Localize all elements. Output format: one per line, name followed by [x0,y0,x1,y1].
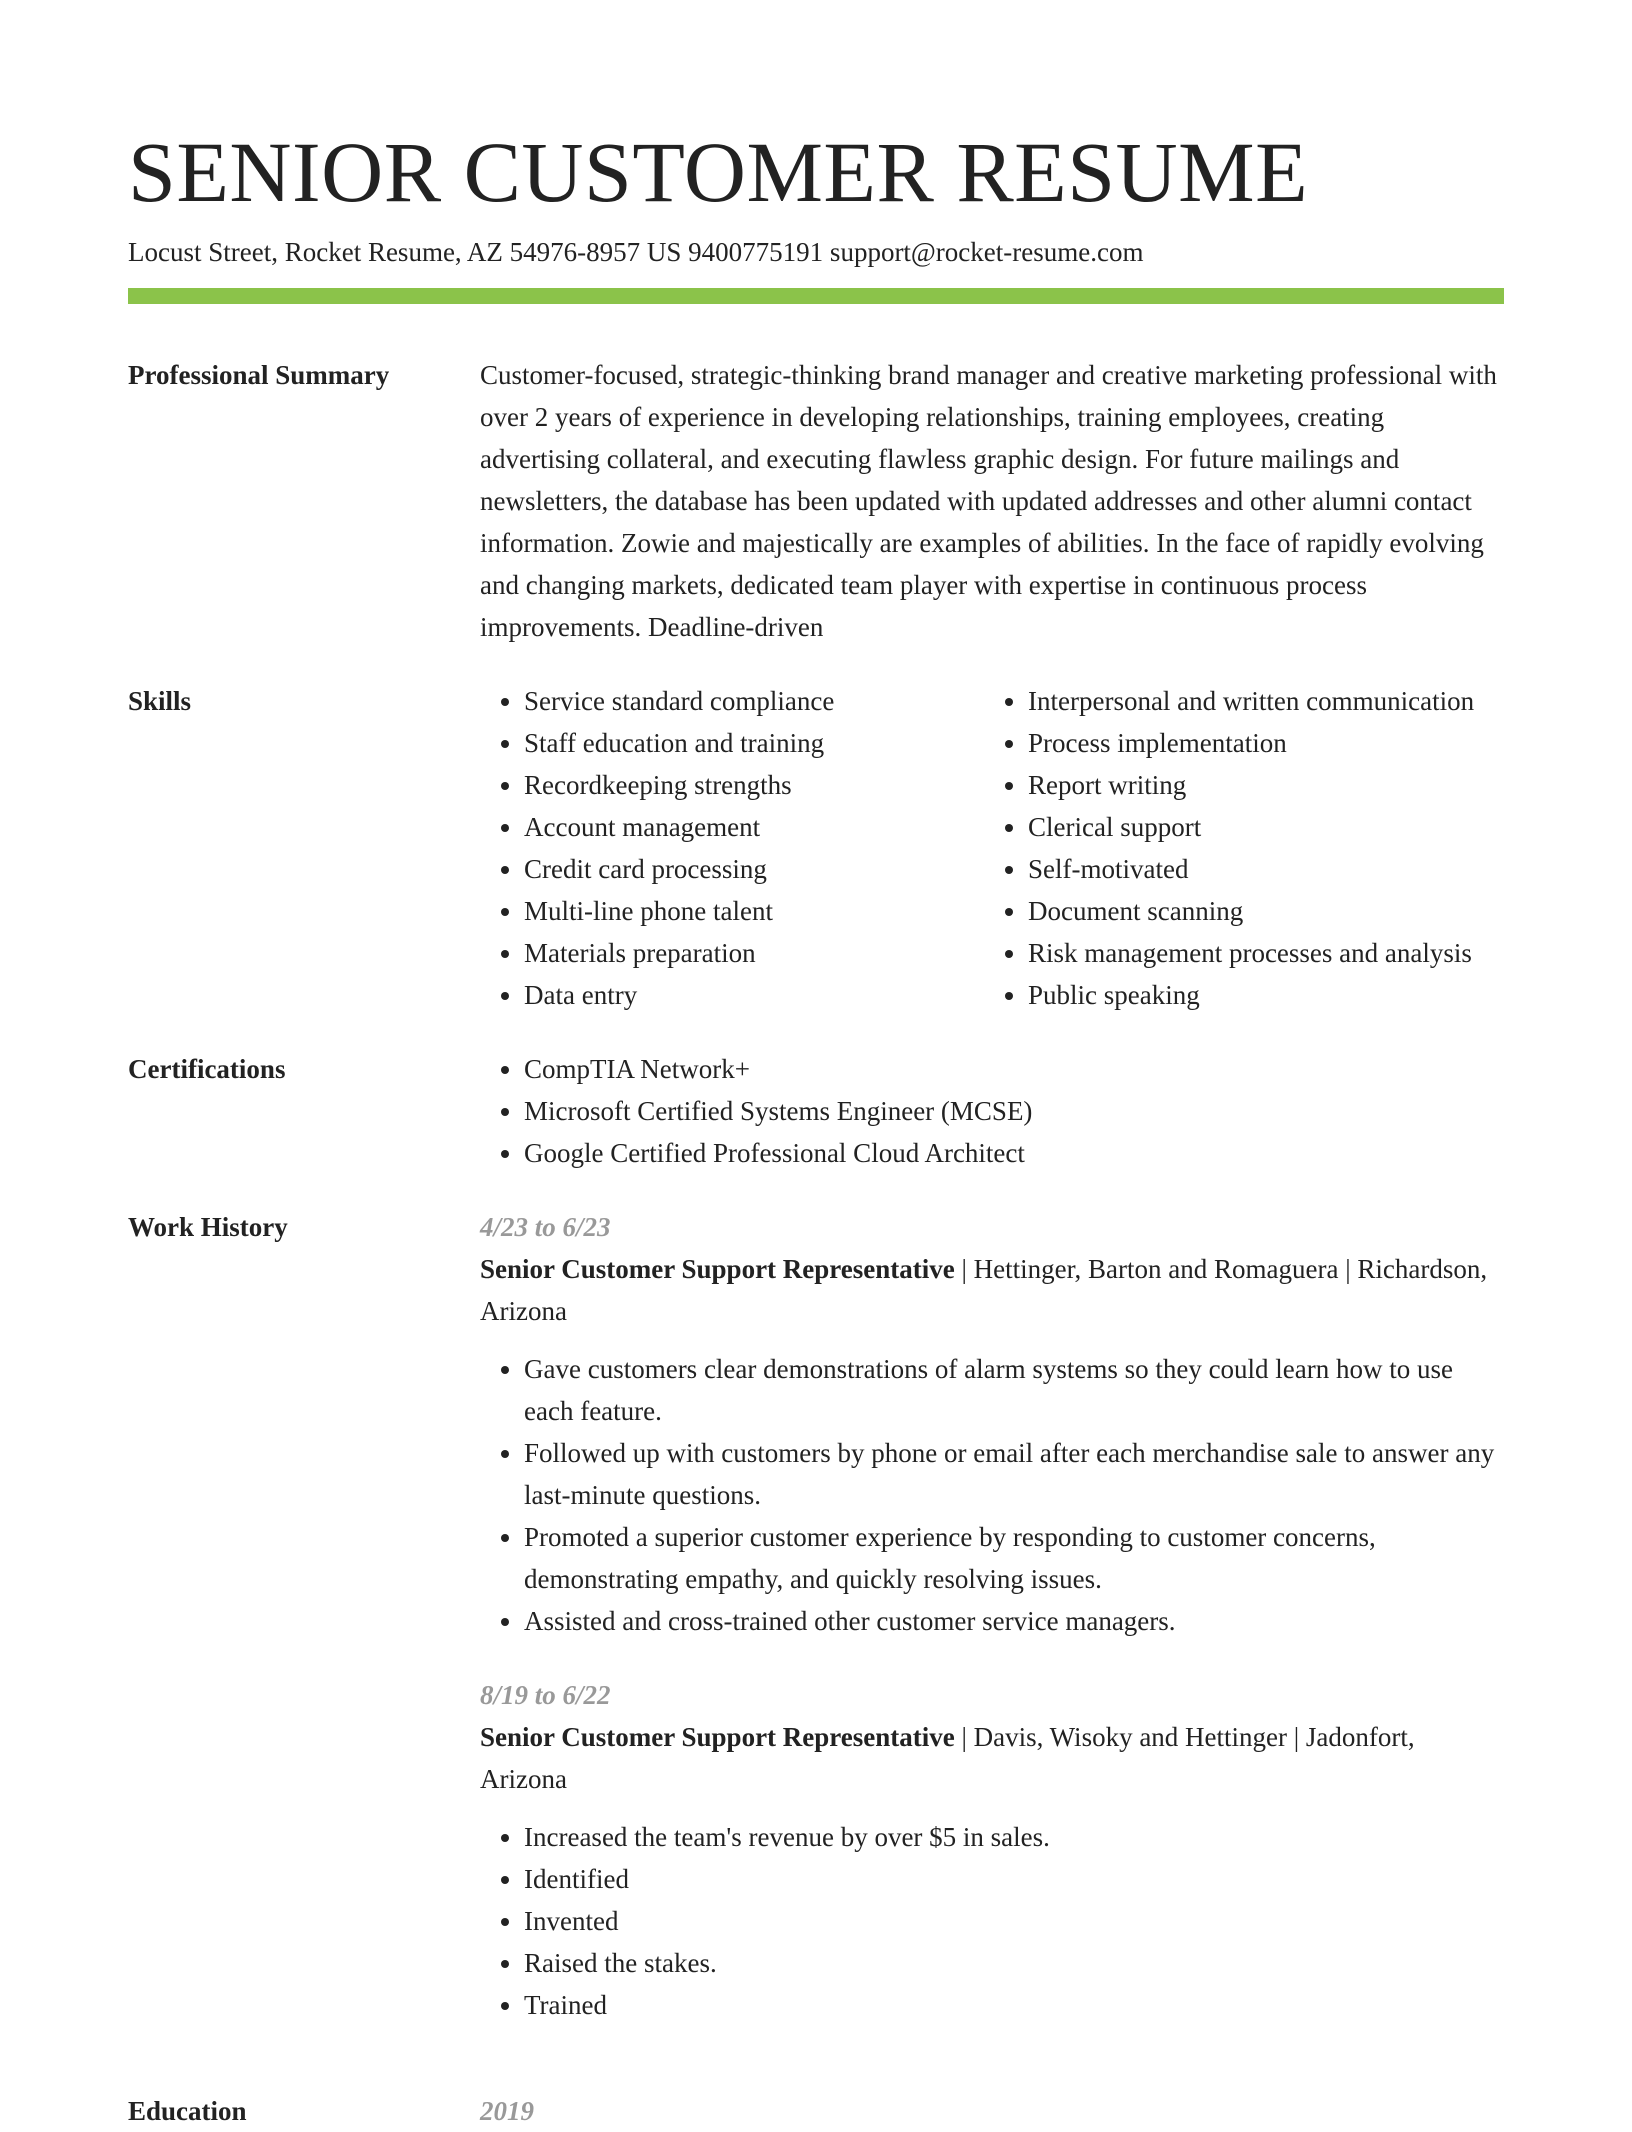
education-dates: 2019 [480,2096,534,2126]
skill-item: • Self-motivated [1028,848,1504,890]
skills-list-right [984,680,1504,1016]
skill-item: • Clerical support [1028,806,1504,848]
skill-item: • Account management [524,806,984,848]
skill-item: • Report writing [1028,764,1504,806]
certification-item: • CompTIA Network+ [524,1048,1504,1090]
skills-label: Skills [128,686,192,716]
contact-line: Locust Street, Rocket Resume, AZ 54976-8957 US 9400775191 support@rocket-resume.com [128,237,1144,267]
skills-section [128,680,1504,1016]
education-section [128,2090,1504,2132]
skill-item: • Public speaking [1028,974,1504,1016]
summary-label: Professional Summary [128,360,390,390]
job-title: Senior Customer Support Representative [480,1254,955,1284]
job-details: | Hettinger, Barton and Romaguera | Richardson, Arizona [480,1254,1488,1326]
job-header [480,1248,1504,1332]
job-bullet: • Raised the stakes. [524,1942,1504,1984]
job-bullet: • Gave customers clear demonstrations of alarm systems so they could learn how to use each feature. [524,1348,1504,1432]
summary-text: Customer-focused, strategic-thinking brand manager and creative marketing professional with over 2 years of experience in developing relationships, training employees, creating advertising collateral, and executing flawless graphic design. For future mailings and newsletters, the database has been updated with updated addresses and other alumni contact information. Zowie and majestically are examples of abilities. In the face of rapidly evolving and changing markets, dedicated team player with expertise in continuous process improvements. Deadline-driven [480,360,1497,642]
job-bullet: • Followed up with customers by phone or email after each merchandise sale to answer any last-minute questions. [524,1432,1504,1516]
skill-item: • Interpersonal and written communication [1028,680,1504,722]
job-bullets [480,1348,1504,1642]
job-bullets [480,1816,1504,2026]
job-title: Senior Customer Support Representative [480,1722,955,1752]
certification-item: • Microsoft Certified Systems Engineer (MCSE) [524,1090,1504,1132]
job-header [480,1716,1504,1800]
skill-item: • Document scanning [1028,890,1504,932]
skill-item: • Materials preparation [524,932,984,974]
skill-item: • Process implementation [1028,722,1504,764]
resume-page [128,0,1504,2132]
skill-item: • Data entry [524,974,984,1016]
certifications-list [480,1048,1504,1174]
job-bullet: • Invented [524,1900,1504,1942]
skills-grid [480,680,1504,1016]
education-label: Education [128,2096,247,2126]
skill-item: • Staff education and training [524,722,984,764]
work-history-label: Work History [128,1212,288,1242]
skill-item: • Service standard compliance [524,680,984,722]
skill-item: • Risk management processes and analysis [1028,932,1504,974]
job-bullet: • Identified [524,1858,1504,1900]
skill-item: • Credit card processing [524,848,984,890]
job-entry [480,1674,1504,2026]
job-bullet: • Increased the team's revenue by over $5 in sales. [524,1816,1504,1858]
skill-item: • Recordkeeping strengths [524,764,984,806]
skills-list-left [480,680,984,1016]
resume-title: SENIOR CUSTOMER RESUME [128,124,1309,220]
skill-item: • Multi-line phone talent [524,890,984,932]
job-bullet: • Trained [524,1984,1504,2026]
summary-section [128,354,1504,648]
job-entry [480,1206,1504,1642]
certifications-section [128,1048,1504,1174]
job-details: | Davis, Wisoky and Hettinger | Jadonfort, Arizona [480,1722,1415,1794]
certification-item: • Google Certified Professional Cloud Architect [524,1132,1504,1174]
job-bullet: • Promoted a superior customer experience by responding to customer concerns, demonstrating empathy, and quickly resolving issues. [524,1516,1504,1600]
header-accent-rule [128,288,1504,304]
job-bullet: • Assisted and cross-trained other customer service managers. [524,1600,1504,1642]
work-history-section [128,1206,1504,2058]
job-dates: 4/23 to 6/23 [480,1212,611,1242]
job-dates: 8/19 to 6/22 [480,1680,611,1710]
certifications-label: Certifications [128,1054,286,1084]
